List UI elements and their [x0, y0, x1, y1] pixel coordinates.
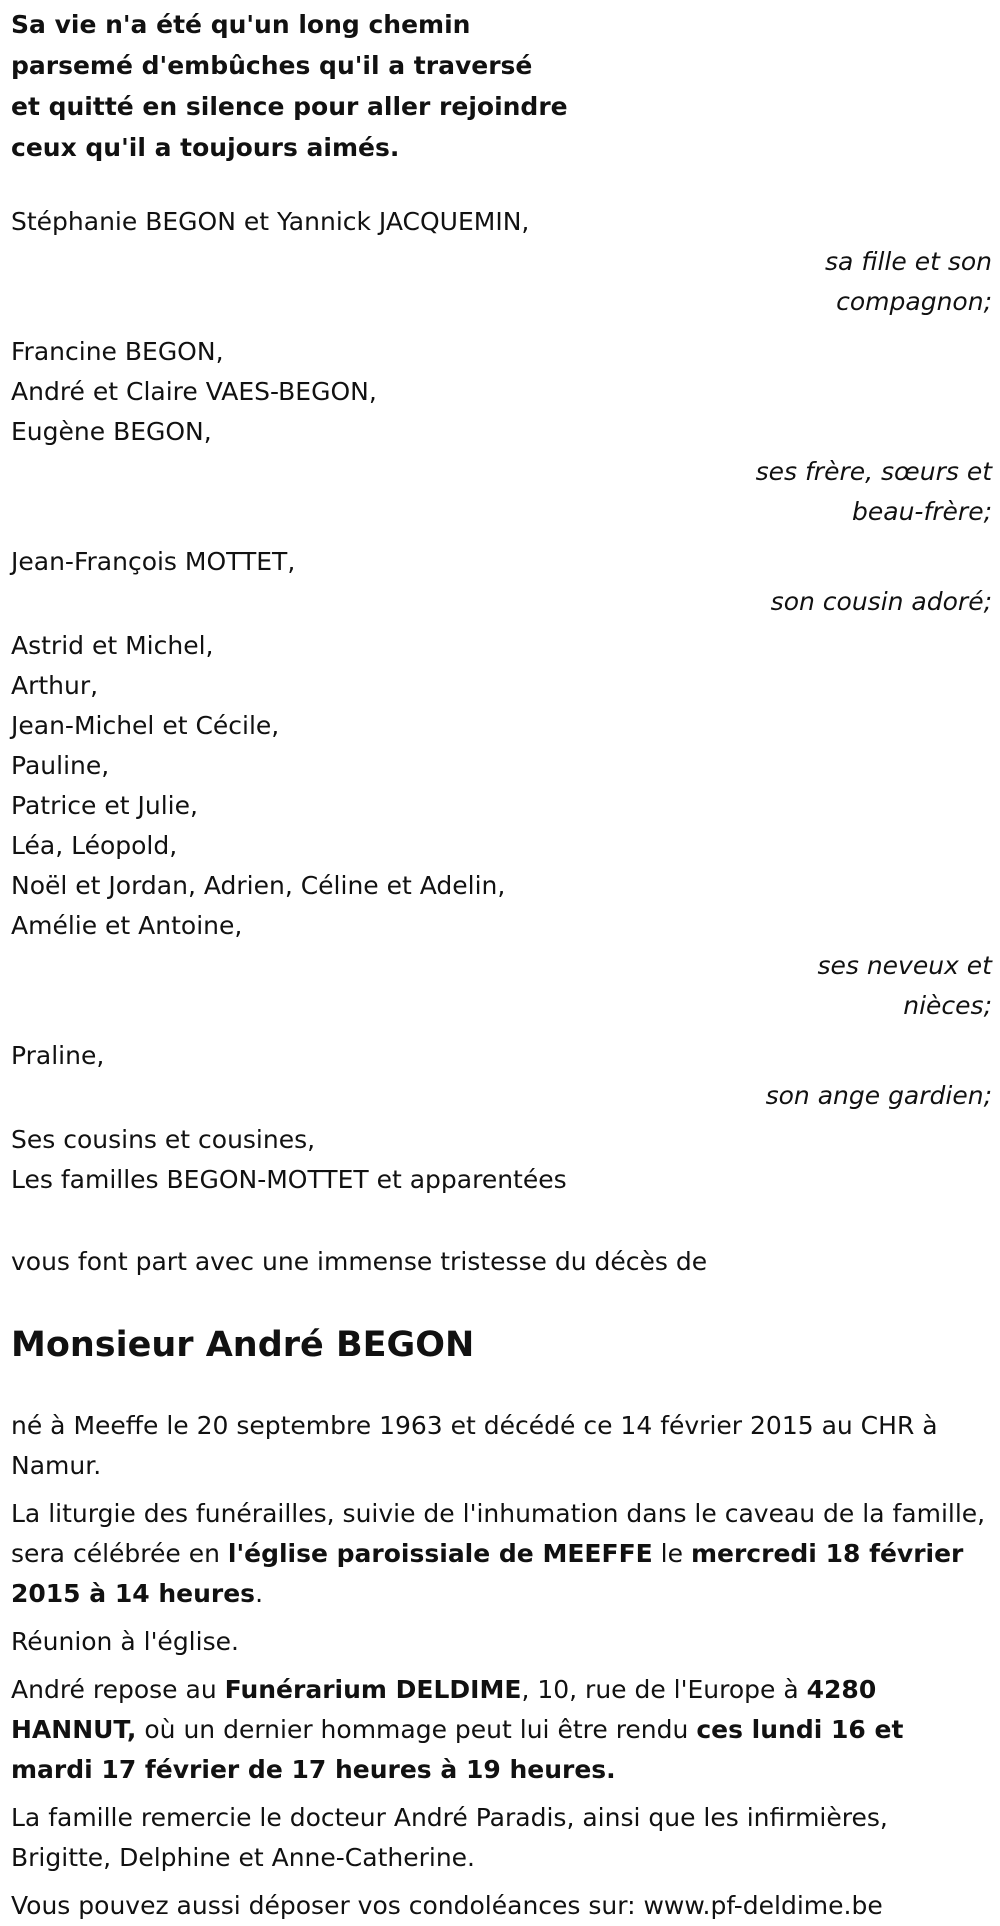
repose-text: André repose au [11, 1675, 225, 1704]
poem-line: Sa vie n'a été qu'un long chemin [11, 10, 471, 39]
announcement-text: vous font part avec une immense tristesse du décès de [11, 1247, 708, 1276]
church-name: l'église paroissiale de MEEFFE [227, 1539, 653, 1568]
repose-paragraph [11, 1670, 991, 1790]
family-role-line: ses neveux et [817, 951, 992, 980]
family-name-line: Astrid et Michel, [11, 631, 214, 660]
poem-line: ceux qu'il a toujours aimés. [11, 133, 400, 162]
family-name-line: Ses cousins et cousines, [11, 1125, 316, 1154]
poem [11, 0, 1000, 168]
family-role [11, 1076, 993, 1116]
liturgy-text: . [255, 1579, 264, 1608]
repose-text: où un dernier hommage peut lui être rendu [136, 1715, 697, 1744]
family-name-line: Pauline, [11, 751, 110, 780]
family-group-extended [11, 1120, 1000, 1200]
funerarium-name: Funérarium DELDIME [224, 1675, 522, 1704]
family-role-line: nièces; [903, 991, 992, 1020]
family-name-line: Léa, Léopold, [11, 831, 178, 860]
repose-text: , 10, rue de l'Europe à [521, 1675, 807, 1704]
family-role [11, 582, 993, 622]
family-role-line: son ange gardien; [765, 1081, 992, 1110]
family-role-line: compagnon; [836, 287, 992, 316]
funerarium-city: 4280 HANNUT, [11, 1675, 877, 1744]
poem-line: et quitté en silence pour aller rejoindre [11, 92, 568, 121]
family-name-line: Noël et Jordan, Adrien, Céline et Adelin, [11, 871, 506, 900]
family-name-line: Jean-Michel et Cécile, [11, 711, 280, 740]
liturgy-text: le [652, 1539, 691, 1568]
poem-line: parsemé d'embûches qu'il a traversé [11, 51, 533, 80]
family-role-line: sa fille et son [825, 247, 992, 276]
family-name-line: Les familles BEGON-MOTTET et apparentées [11, 1165, 567, 1194]
family-role [11, 946, 993, 1026]
family-name-line: Francine BEGON, [11, 337, 224, 366]
thanks-paragraph: La famille remercie le docteur André Paradis, ainsi que les infirmières, Brigitte, Delphine et Anne-Catherine. [11, 1803, 888, 1872]
family-name-line: Stéphanie BEGON et Yannick JACQUEMIN, [11, 207, 530, 236]
liturgy-paragraph [11, 1494, 991, 1614]
family-group-nephews [11, 626, 1000, 1026]
family-role-line: ses frère, sœurs et [755, 457, 992, 486]
family-role-line: beau-frère; [852, 497, 992, 526]
family-name-line: Eugène BEGON, [11, 417, 212, 446]
funeral-datetime: mercredi 18 février 2015 à 14 heures [11, 1539, 964, 1608]
condolences-paragraph: Vous pouvez aussi déposer vos condoléances sur: www.pf-deldime.be [11, 1891, 883, 1920]
family-group-guardian [11, 1036, 1000, 1116]
deceased-name: Monsieur André BEGON [11, 1325, 475, 1365]
family-name-line: Amélie et Antoine, [11, 911, 243, 940]
family-group-cousin [11, 542, 1000, 622]
family-name-line: André et Claire VAES-BEGON, [11, 377, 377, 406]
family-group-siblings [11, 332, 1000, 532]
family-name-line: Praline, [11, 1041, 105, 1070]
family-name-line: Patrice et Julie, [11, 791, 198, 820]
visitation-times: ces lundi 16 et mardi 17 février de 17 heures à 19 heures. [11, 1715, 904, 1784]
liturgy-text: La liturgie des funérailles, suivie de l'inhumation dans le caveau de la famille, sera célébrée en [11, 1499, 986, 1568]
family-role [11, 452, 993, 532]
family-name-line: Arthur, [11, 671, 99, 700]
family-name-line: Jean-François MOTTET, [11, 547, 296, 576]
family-role [11, 242, 993, 322]
reunion-paragraph: Réunion à l'église. [11, 1627, 239, 1656]
birth-death-paragraph: né à Meeffe le 20 septembre 1963 et décédé ce 14 février 2015 au CHR à Namur. [11, 1411, 938, 1480]
family-role-line: son cousin adoré; [770, 587, 992, 616]
family-group-daughter [11, 202, 1000, 322]
